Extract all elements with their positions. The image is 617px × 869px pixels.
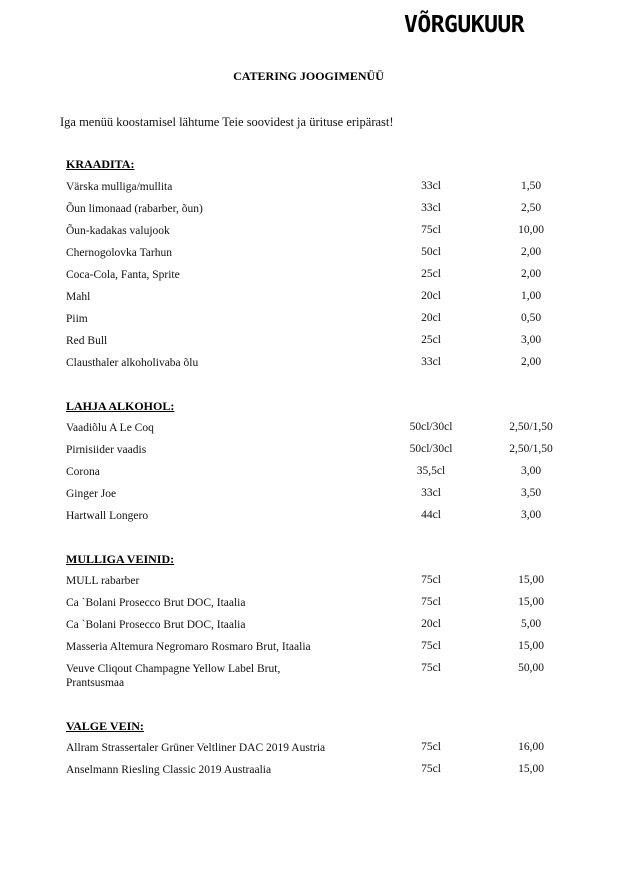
item-price: 15,00	[518, 596, 544, 608]
item-volume: 20cl	[421, 618, 441, 630]
section-title: LAHJA ALKOHOL:	[66, 399, 175, 413]
item-volume: 75cl	[421, 741, 441, 753]
item-price: 15,00	[518, 763, 544, 775]
item-volume: 75cl	[421, 574, 441, 586]
item-price: 15,00	[518, 640, 544, 652]
section-title: VALGE VEIN:	[66, 719, 144, 733]
menu-row	[0, 509, 617, 531]
item-name: Ginger Joe	[66, 488, 117, 500]
item-name: Ca `Bolani Prosecco Brut DOC, Itaalia	[66, 619, 246, 631]
item-volume: 75cl	[421, 640, 441, 652]
item-volume: 35,5cl	[416, 465, 446, 477]
item-price: 3,50	[520, 487, 542, 499]
item-volume: 44cl	[421, 509, 441, 521]
item-name: Red Bull	[66, 335, 108, 347]
item-volume: 20cl	[421, 290, 441, 302]
item-name: Corona	[66, 466, 100, 478]
menu-row	[0, 443, 617, 465]
item-price: 5,00	[520, 618, 542, 630]
item-volume: 33cl	[421, 487, 441, 499]
page-title: CATERING JOOGIMENÜÜ	[233, 69, 384, 83]
item-price: 15,00	[518, 574, 544, 586]
item-price: 10,00	[518, 224, 544, 236]
item-name: Coca-Cola, Fanta, Sprite	[66, 269, 180, 281]
item-volume: 50cl	[421, 246, 441, 258]
menu-row	[0, 465, 617, 487]
item-name: Värska mulliga/mullita	[66, 181, 173, 193]
item-name: Clausthaler alkoholivaba õlu	[66, 357, 199, 369]
item-name: Hartwall Longero	[66, 510, 149, 522]
menu-row	[0, 202, 617, 224]
menu-row	[0, 741, 617, 763]
section-title: KRAADITA:	[66, 157, 135, 171]
item-price: 1,00	[520, 290, 542, 302]
item-price: 50,00	[518, 662, 544, 674]
item-price: 16,00	[518, 741, 544, 753]
item-name: Piim	[66, 313, 88, 325]
item-price: 3,00	[520, 334, 542, 346]
item-name: Veuve Cliqout Champagne Yellow Label Brut, Prantsusmaa	[66, 663, 281, 689]
item-name: Chernogolovka Tarhun	[66, 247, 172, 259]
item-price: 2,00	[520, 268, 542, 280]
menu-row	[0, 662, 617, 694]
item-name: Ca `Bolani Prosecco Brut DOC, Itaalia	[66, 597, 246, 609]
item-volume: 33cl	[421, 356, 441, 368]
menu-row	[0, 421, 617, 443]
menu-row	[0, 640, 617, 662]
item-price: 2,00	[520, 246, 542, 258]
menu-row	[0, 312, 617, 334]
item-price: 2,50	[520, 202, 542, 214]
menu-row	[0, 618, 617, 640]
item-name: Allram Strassertaler Grüner Veltliner DAC 2019 Austria	[66, 742, 326, 754]
menu-row	[0, 246, 617, 268]
item-price: 3,00	[520, 509, 542, 521]
item-name: Vaadiõlu A Le Coq	[66, 422, 154, 434]
section-title: MULLIGA VEINID:	[66, 552, 175, 566]
menu-row	[0, 224, 617, 246]
item-price: 1,50	[520, 180, 542, 192]
item-price: 3,00	[520, 465, 542, 477]
item-name: Masseria Altemura Negromaro Rosmaro Brut, Itaalia	[66, 641, 311, 653]
item-price: 2,50/1,50	[509, 443, 553, 455]
menu-row	[0, 487, 617, 509]
item-volume: 20cl	[421, 312, 441, 324]
item-name: Anselmann Riesling Classic 2019 Austraalia	[66, 764, 272, 776]
brand-logo: VÕRGUKUUR	[404, 12, 525, 38]
item-volume: 75cl	[421, 596, 441, 608]
item-price: 2,50/1,50	[509, 421, 553, 433]
item-volume: 75cl	[421, 224, 441, 236]
item-name: MULL rabarber	[66, 575, 140, 587]
menu-row	[0, 268, 617, 290]
item-name: Pirnisiider vaadis	[66, 444, 147, 456]
menu-row	[0, 180, 617, 202]
item-volume: 25cl	[421, 268, 441, 280]
menu-row	[0, 356, 617, 378]
item-volume: 33cl	[421, 180, 441, 192]
item-name: Mahl	[66, 291, 91, 303]
menu-row	[0, 763, 617, 785]
menu-row	[0, 334, 617, 356]
intro-text: Iga menüü koostamisel lähtume Teie soovidest ja ürituse eripärast!	[60, 115, 394, 129]
menu-row	[0, 574, 617, 596]
item-volume: 75cl	[421, 763, 441, 775]
item-volume: 75cl	[421, 662, 441, 674]
item-price: 2,00	[520, 356, 542, 368]
item-name: Õun-kadakas valujook	[66, 225, 170, 237]
item-volume: 33cl	[421, 202, 441, 214]
item-volume: 50cl/30cl	[409, 421, 453, 433]
item-volume: 50cl/30cl	[409, 443, 453, 455]
item-volume: 25cl	[421, 334, 441, 346]
item-name: Õun limonaad (rabarber, õun)	[66, 203, 203, 215]
menu-row	[0, 290, 617, 312]
item-price: 0,50	[520, 312, 542, 324]
menu-row	[0, 596, 617, 618]
